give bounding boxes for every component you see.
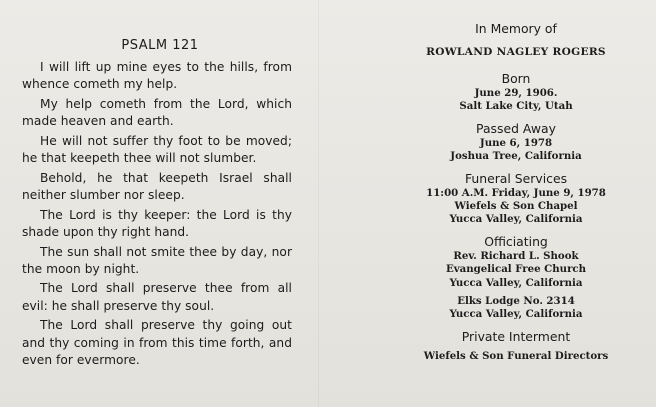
psalm-title: PSALM 121 bbox=[121, 38, 199, 53]
officiant-name: Rev. Richard L. Shook bbox=[453, 249, 579, 262]
church-name: Evangelical Free Church bbox=[445, 263, 587, 276]
psalm-panel bbox=[22, 38, 292, 371]
memorial-heading: In Memory of bbox=[475, 21, 557, 36]
psalm-verse-7: The Lord shall preserve thee from all evil: he shall preserve thy soul. bbox=[22, 281, 292, 313]
deceased-name: ROWLAND NAGLEY ROGERS bbox=[426, 46, 606, 58]
lodge-place: Yucca Valley, California bbox=[449, 308, 583, 321]
passed-place: Joshua Tree, California bbox=[450, 150, 582, 163]
born-label: Born bbox=[501, 71, 531, 86]
funeral-place: Yucca Valley, California bbox=[449, 213, 583, 226]
born-date: June 29, 1906. bbox=[474, 87, 558, 99]
psalm-verse-1: I will lift up mine eyes to the hills, from whence cometh my help. bbox=[22, 60, 292, 92]
funeral-label: Funeral Services bbox=[464, 170, 568, 186]
psalm-verse-6: The sun shall not smite thee by day, nor the moon by night. bbox=[22, 244, 292, 276]
psalm-verse-2: My help cometh from the Lord, which made heaven and earth. bbox=[22, 96, 292, 129]
interment-label: Private Interment bbox=[461, 328, 571, 344]
card-fold bbox=[318, 0, 319, 407]
psalm-verse-5: The Lord is thy keeper: the Lord is thy shade upon thy right hand. bbox=[22, 207, 292, 239]
funeral-time: 11:00 A.M. Friday, June 9, 1978 bbox=[426, 186, 606, 199]
church-place: Yucca Valley, California bbox=[449, 276, 583, 289]
memorial-panel bbox=[406, 21, 626, 363]
funeral-chapel: Wiefels & Son Chapel bbox=[454, 200, 578, 213]
psalm-verse-4: Behold, he that keepeth Israel shall neither slumber nor sleep. bbox=[22, 170, 292, 202]
psalm-verse-8: The Lord shall preserve thy going out and thy coming in from this time forth, and even for evermore. bbox=[22, 318, 292, 367]
lodge-name: Elks Lodge No. 2314 bbox=[457, 295, 575, 308]
passed-label: Passed Away bbox=[476, 120, 556, 136]
funeral-directors: Wiefels & Son Funeral Directors bbox=[423, 349, 609, 362]
born-place: Salt Lake City, Utah bbox=[459, 100, 573, 113]
psalm-verse-3: He will not suffer thy foot to be moved; he that keepeth thee will not slumber. bbox=[22, 133, 292, 166]
officiating-label: Officiating bbox=[484, 233, 548, 249]
passed-date: June 6, 1978 bbox=[479, 136, 553, 149]
